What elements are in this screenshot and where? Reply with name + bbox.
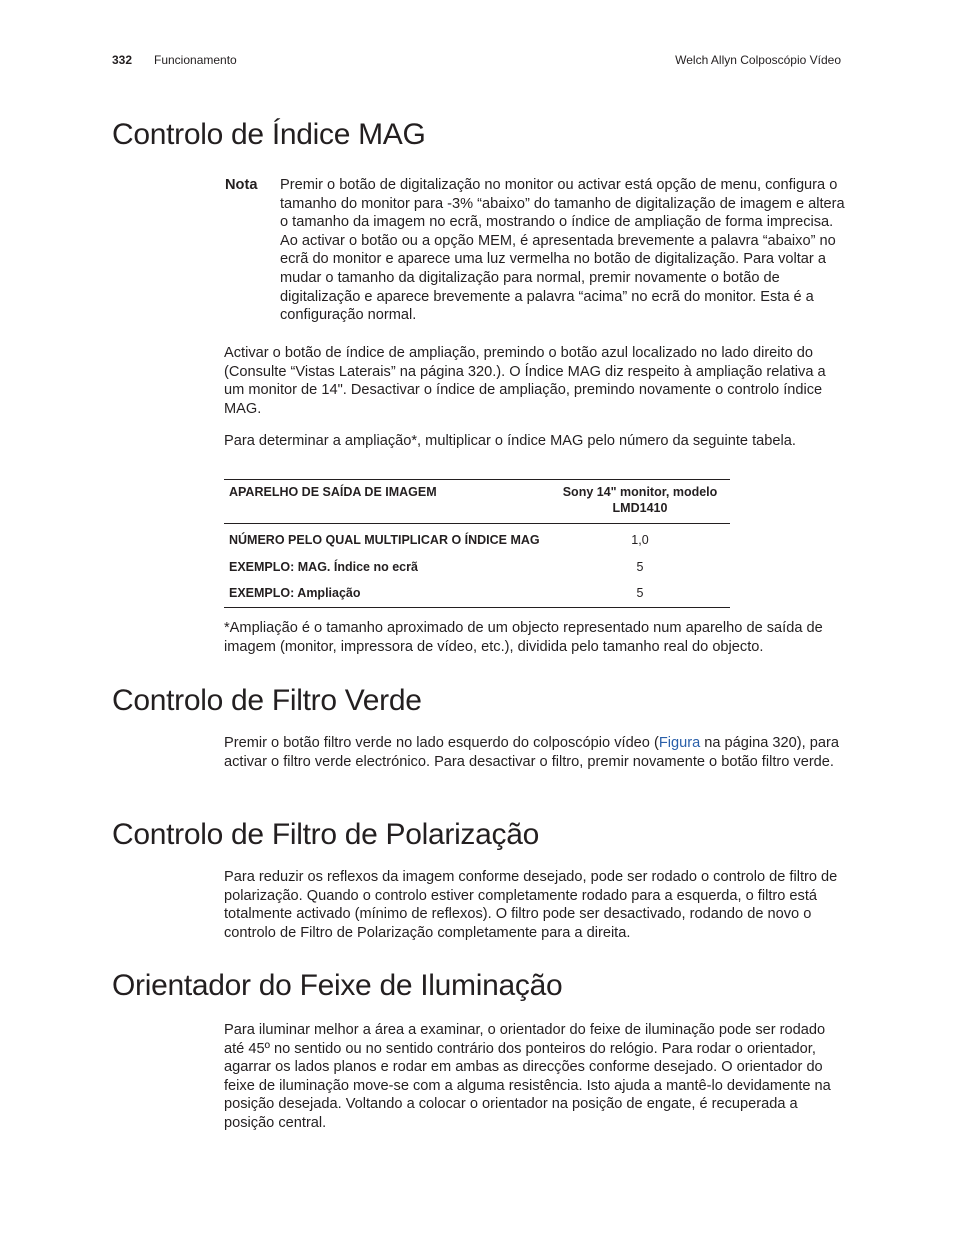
mag-paragraph-1: Activar o botão de índice de ampliação, premindo o botão azul localizado no lado direito do (Consulte “Vistas Laterais” na página 320.). O Índice MAG diz respeito à ampliação relativa a um monitor de 14". Desactivar o índice de ampliação, premindo novamente o controlo índice MAG. <box>224 345 826 417</box>
table-header-right: Sony 14" monitor, modelo LMD1410 <box>550 480 730 524</box>
table-header-left: APARELHO DE SAÍDA DE IMAGEM <box>224 480 550 524</box>
product-name: Welch Allyn Colposcópio Vídeo <box>675 53 841 67</box>
section-name: Funcionamento <box>154 53 237 67</box>
heading-green-filter: Controlo de Filtro Verde <box>112 684 422 717</box>
green-filter-paragraph <box>224 734 844 771</box>
mag-paragraph-2: Para determinar a ampliação*, multiplicar o índice MAG pelo número da seguinte tabela. <box>224 433 796 449</box>
figure-link[interactable]: Figura <box>658 735 701 751</box>
table-row-value: 5 <box>636 559 644 574</box>
table-row-value: 5 <box>636 586 644 601</box>
table-row <box>224 524 730 554</box>
note-label: Nota <box>225 177 258 193</box>
orientator-paragraph: Para iluminar melhor a área a examinar, o orientador do feixe de iluminação pode ser rodado até 45º no sentido ou no sentido contrário dos ponteiros do relógio. Para rodar o orientador, agarrar os lados planos e rodar em ambas as direcções conforme desejado. O orientador do feixe de iluminação move-se com a alguma resistência. Isto ajuda a mantê-lo devidamente na posição desejada. Voltando a colocar o orientador na posição de engate, é recuperada a posição central. <box>224 1022 831 1131</box>
polarization-paragraph: Para reduzir os reflexos da imagem conforme desejado, pode ser rodado o controlo de filtro de polarização. Quando o controlo estiver completamente rodado para a esquerda, o filtro está totalmente activado (mínimo de reflexos). O filtro pode ser desactivado, rodando de novo o controlo de Filtro de Polarização completamente para a direita. <box>224 869 838 941</box>
table-row-label: NÚMERO PELO QUAL MULTIPLICAR O ÍNDICE MAG <box>229 533 540 548</box>
table-footnote: *Ampliação é o tamanho aproximado de um objecto representado num aparelho de saída de imagem (monitor, impressora de vídeo, etc.), dividida pelo tamanho real do objecto. <box>224 620 823 655</box>
page-number: 332 <box>112 53 133 67</box>
green-filter-text-2: na página 320), para activar o filtro verde electrónico. Para desactivar o filtro, premir novamente o botão filtro verde. <box>224 735 839 770</box>
table-row-label: EXEMPLO: Ampliação <box>229 586 361 601</box>
table-row-label: EXEMPLO: MAG. Índice no ecrã <box>229 559 418 574</box>
magnification-table <box>224 479 730 608</box>
green-filter-text-1: Premir o botão filtro verde no lado esquerdo do colposcópio vídeo ( <box>224 735 659 751</box>
heading-light-beam-orientator: Orientador do Feixe de Iluminação <box>112 969 563 1002</box>
heading-polarization-filter: Controlo de Filtro de Polarização <box>112 818 539 851</box>
table-row <box>224 580 730 607</box>
note-text: Premir o botão de digitalização no monitor ou activar está opção de menu, configura o tamanho do monitor para -3% “abaixo” do tamanho de digitalização de imagem e altera o tamanho da imagem no ecrã, mostrando o índice de ampliação de forma imprecisa. Ao activar o botão ou a opção MEM, é apresentada brevemente a palavra “abaixo” no ecrã do monitor e aparece uma luz vermelha no botão de digitalização. Para voltar a mudar o tamanho da digitalização para normal, premir novamente o botão de digitalização e aparece brevemente a palavra “acima” no ecrã do monitor. Esta é a configuração normal. <box>280 177 845 324</box>
table-header-row <box>224 480 730 524</box>
table-row-value: 1,0 <box>631 533 649 548</box>
heading-mag-index: Controlo de Índice MAG <box>112 118 426 151</box>
page-header <box>0 53 954 69</box>
table-row <box>224 554 730 581</box>
